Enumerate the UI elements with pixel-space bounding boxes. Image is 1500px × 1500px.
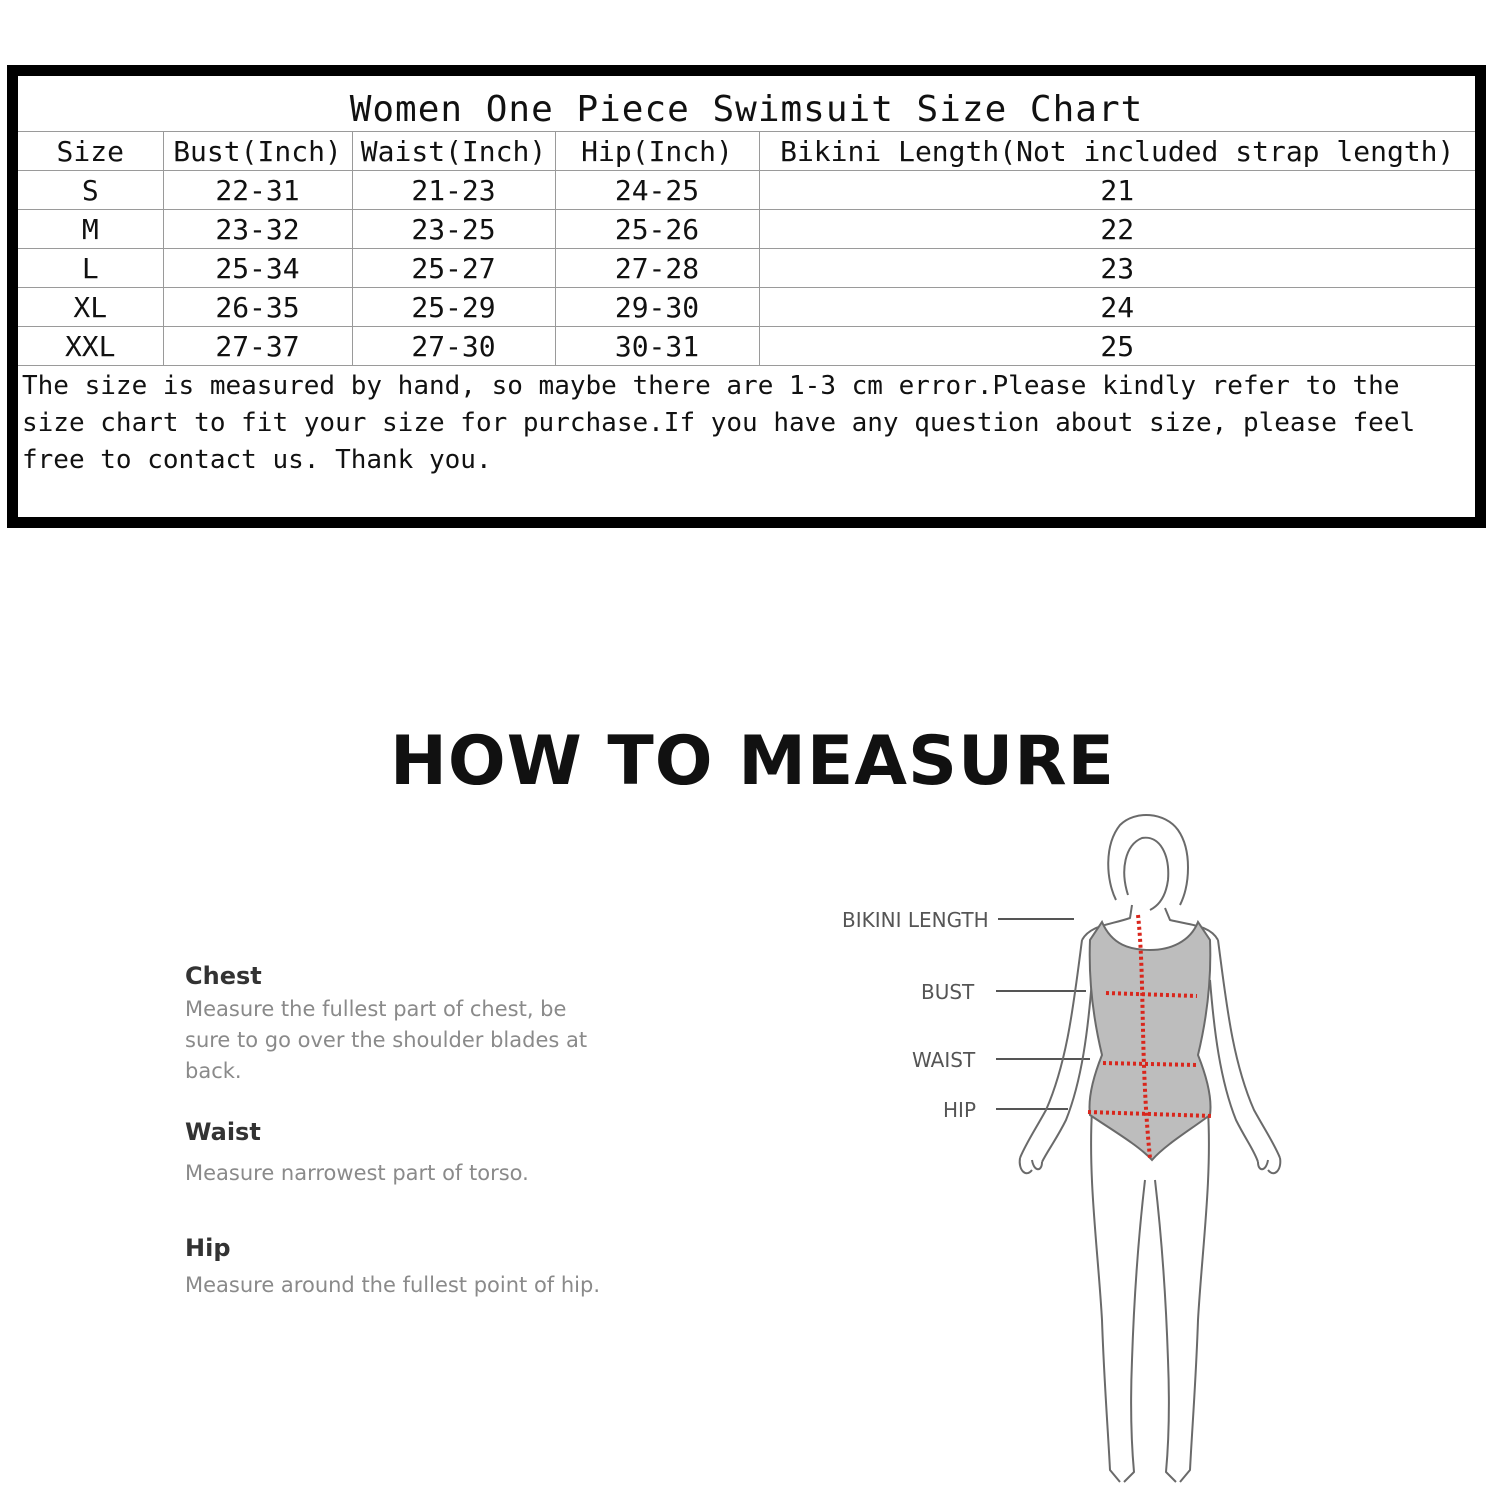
table-cell: 29-30 <box>555 288 759 327</box>
table-row <box>18 210 1475 249</box>
table-cell: 30-31 <box>555 327 759 366</box>
table-row <box>18 288 1475 327</box>
guide-text: Measure the fullest part of chest, be sure to go over the shoulder blades at back. <box>185 997 588 1083</box>
waist-guide <box>185 1118 745 1189</box>
table-cell: 23-25 <box>352 210 555 249</box>
column-header: Hip(Inch) <box>555 132 759 171</box>
table-cell: S <box>18 171 163 210</box>
table-cell: 27-28 <box>555 249 759 288</box>
table-cell: 27-30 <box>352 327 555 366</box>
table-cell: 25 <box>759 327 1475 366</box>
column-header: Size <box>18 132 163 171</box>
table-cell: XL <box>18 288 163 327</box>
table-header-row <box>18 132 1475 171</box>
table-row <box>18 171 1475 210</box>
hip-guide <box>185 1234 745 1301</box>
hip-label: HIP <box>943 1098 976 1122</box>
guide-heading: Chest <box>185 962 262 990</box>
guide-heading: Waist <box>185 1118 261 1146</box>
table-cell: 25-34 <box>163 249 352 288</box>
table-cell: 21-23 <box>352 171 555 210</box>
table-cell: 25-27 <box>352 249 555 288</box>
table-cell: 23-32 <box>163 210 352 249</box>
table-cell: L <box>18 249 163 288</box>
column-header: Bust(Inch) <box>163 132 352 171</box>
how-to-measure-title: HOW TO MEASURE <box>390 722 1116 801</box>
table-cell: M <box>18 210 163 249</box>
table-cell: 24 <box>759 288 1475 327</box>
table-cell: 22-31 <box>163 171 352 210</box>
table-cell: 23 <box>759 249 1475 288</box>
table-cell: 25-29 <box>352 288 555 327</box>
bikini-length-label: BIKINI LENGTH <box>842 908 989 932</box>
size-table <box>18 132 1475 366</box>
guide-text: Measure around the fullest point of hip. <box>185 1273 601 1297</box>
table-row <box>18 327 1475 366</box>
column-header: Bikini Length(Not included strap length) <box>759 132 1475 171</box>
table-cell: 24-25 <box>555 171 759 210</box>
column-header: Waist(Inch) <box>352 132 555 171</box>
size-chart-title: Women One Piece Swimsuit Size Chart <box>18 76 1475 132</box>
chest-guide <box>185 962 745 1087</box>
table-cell: 27-37 <box>163 327 352 366</box>
label-leader-lines <box>996 919 1090 1109</box>
size-note: The size is measured by hand, so maybe there are 1-3 cm error.Please kindly refer to the size chart to fit your size for purchase.If you have any question about size, please feel free to contact us. Thank you. <box>22 371 1416 475</box>
table-cell: 21 <box>759 171 1475 210</box>
waist-label: WAIST <box>912 1048 976 1072</box>
swimsuit-shape <box>1090 922 1211 1160</box>
body-figure-illustration <box>820 800 1300 1490</box>
guide-text: Measure narrowest part of torso. <box>185 1161 529 1185</box>
bust-label: BUST <box>921 980 975 1004</box>
size-chart-frame <box>7 65 1486 528</box>
table-cell: 25-26 <box>555 210 759 249</box>
guide-heading: Hip <box>185 1234 231 1262</box>
table-row <box>18 249 1475 288</box>
table-cell: XXL <box>18 327 163 366</box>
table-cell: 22 <box>759 210 1475 249</box>
table-cell: 26-35 <box>163 288 352 327</box>
